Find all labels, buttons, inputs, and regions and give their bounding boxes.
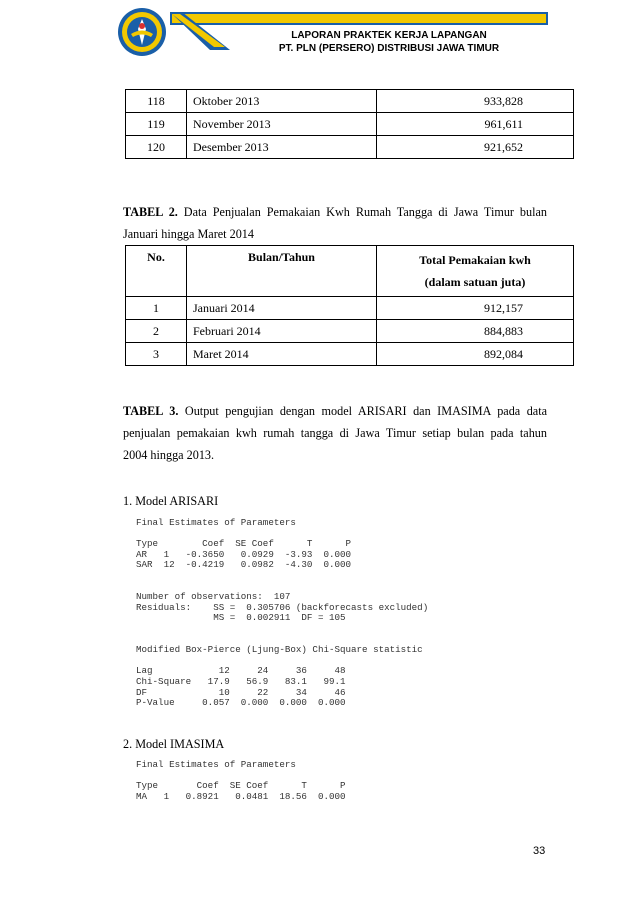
table-cell: Januari 2014 [187,297,377,320]
table-2-caption [123,201,547,245]
table-row [126,90,574,113]
table-cell: 120 [126,136,187,159]
table-1 [125,89,574,159]
model-1-title: 1. Model ARISARI [123,494,219,508]
column-header-line1: Total Pemakaian kwh [419,253,531,267]
table-3-caption [123,400,547,466]
header-title-line1: LAPORAN PRAKTEK KERJA LAPANGAN [291,30,487,41]
column-header: Bulan/Tahun [187,246,377,297]
table-cell: Februari 2014 [187,320,377,343]
caption-text: penjualan pemakaian kwh rumah tangga di Jawa Timur setiap bulan pada tahun [123,426,547,440]
caption-text: 2004 hingga 2013. [123,448,215,462]
table-cell: 118 [126,90,187,113]
table-cell: 933,828 [377,90,574,113]
table-cell: 1 [126,297,187,320]
column-header: No. [126,246,187,297]
header-title-line2: PT. PLN (PERSERO) DISTRIBUSI JAWA TIMUR [278,42,500,54]
caption-label: TABEL 3. [123,404,179,418]
table-cell: 884,883 [377,320,574,343]
table-row [126,320,574,343]
header-title [230,30,548,55]
caption-text: Output pengujian dengan model ARISARI dan IMASIMA pada data [184,404,547,418]
table-header-row [126,246,574,297]
column-header-line2: (dalam satuan juta) [424,275,526,289]
table-row [126,113,574,136]
table-cell: Maret 2014 [187,343,377,366]
page-number: 33 [533,845,546,857]
table-cell: Oktober 2013 [187,90,377,113]
university-seal-icon [117,7,167,57]
column-header [377,246,574,297]
table-cell: 912,157 [377,297,574,320]
table-row [126,136,574,159]
table-row [126,343,574,366]
table-cell: 3 [126,343,187,366]
table-cell: 119 [126,113,187,136]
caption-text: Data Penjualan Pemakaian Kwh Rumah Tangga di Jawa Timur bulan [183,205,547,219]
caption-label: TABEL 2. [123,205,178,219]
model-2-output: Final Estimates of Parameters Type Coef SE Coef T P MA 1 0.8921 0.0481 18.56 0.000 [136,759,346,802]
table-cell: Desember 2013 [187,136,377,159]
table-2 [125,245,574,366]
table-cell: November 2013 [187,113,377,136]
model-1-output: Final Estimates of Parameters Type Coef SE Coef T P AR 1 -0.3650 0.0929 -3.93 0.000 SAR 12 -0.4219 0.0982 -4.30 0.000 Number of observations: 107 Residuals: SS = 0.305706 (backforecasts excluded) MS = 0.002911 DF = 105 Modified Box-Pierce (Ljung-Box) Chi-Square statistic Lag 12 24 36 48 Chi-Square 17.9 56.9 83.1 99.1 DF 10 22 34 46 P-Value 0.057 0.000 0.000 0.000 [136,517,429,709]
model-2-title: 2. Model IMASIMA [123,737,225,751]
table-cell: 2 [126,320,187,343]
table-row [126,297,574,320]
table-cell: 921,652 [377,136,574,159]
table-cell: 892,084 [377,343,574,366]
caption-text: Januari hingga Maret 2014 [123,227,254,241]
table-cell: 961,611 [377,113,574,136]
